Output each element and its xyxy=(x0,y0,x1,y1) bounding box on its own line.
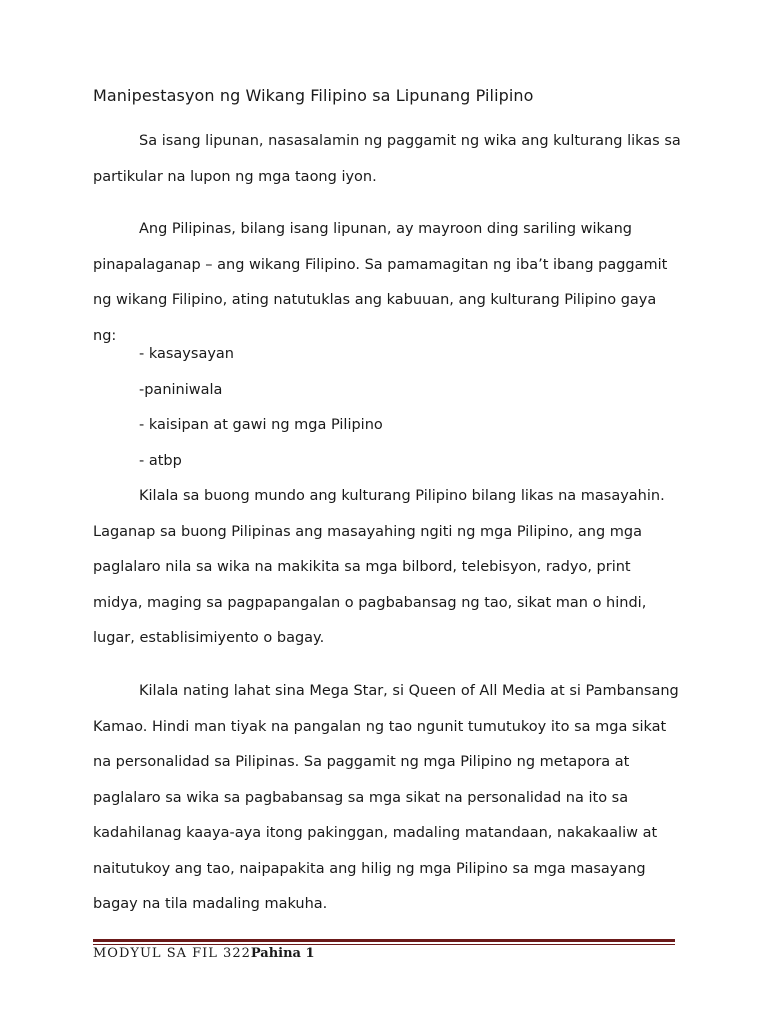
footer-page-number: Pahina 1 xyxy=(250,946,315,961)
list-item: -paniniwala xyxy=(139,381,223,398)
paragraph-2: Ang Pilipinas, bilang isang lipunan, ay mayroon ding sariling wikang pinapalaganap – ang wikang Filipino. Sa pamamagitan ng iba’t ibang paggamit ng wikang Filipino, ating natutuklas ang kabuuan, ang kulturang Pilipino gaya ng: xyxy=(93,221,668,344)
culture-list xyxy=(139,337,383,479)
list-item: - kaisipan at gawi ng mga Pilipino xyxy=(139,417,383,433)
paragraph-1: Sa isang lipunan, nasasalamin ng paggamit ng wika ang kulturang likas sa partikular na lupon ng mga taong iyon. xyxy=(93,133,681,185)
document-title: Manipestasyon ng Wikang Filipino sa Lipunang Pilipino xyxy=(93,86,534,105)
paragraph-4: Kilala nating lahat sina Mega Star, si Queen of All Media at si Pambansang Kamao. Hindi man tiyak na pangalan ng tao ngunit tumutukoy ito sa mga sikat na personalidad sa Pilipinas. Sa paggamit ng mga Pilipino ng metapora at paglalaro sa wika sa pagbabansag sa mga sikat na personalidad na ito sa kadahilanag kaaya-aya itong pakinggan, madaling matandaan, nakakaaliw at naitutukoy ang tao, naipapakita ang hilig ng mga Pilipino sa mga masayang bagay na tila madaling makuha. xyxy=(93,683,679,912)
footer-rule-thin xyxy=(93,944,675,945)
footer-rule xyxy=(93,939,675,942)
footer-module-label: MODYUL SA FIL 322 xyxy=(93,946,251,961)
list-item: - atbp xyxy=(139,452,182,469)
paragraph-3: Kilala sa buong mundo ang kulturang Pilipino bilang likas na masayahin. Laganap sa buong Pilipinas ang masayahing ngiti ng mga Pilipino, ang mga paglalaro nila sa wika na makikita sa mga bilbord, telebisyon, radyo, print midya, maging sa pagpapangalan o pagbabansag ng tao, sikat man o hindi, lugar, establisimiyento o bagay. xyxy=(93,488,665,646)
page-footer xyxy=(93,946,315,961)
list-item: - kasaysayan xyxy=(139,346,234,362)
